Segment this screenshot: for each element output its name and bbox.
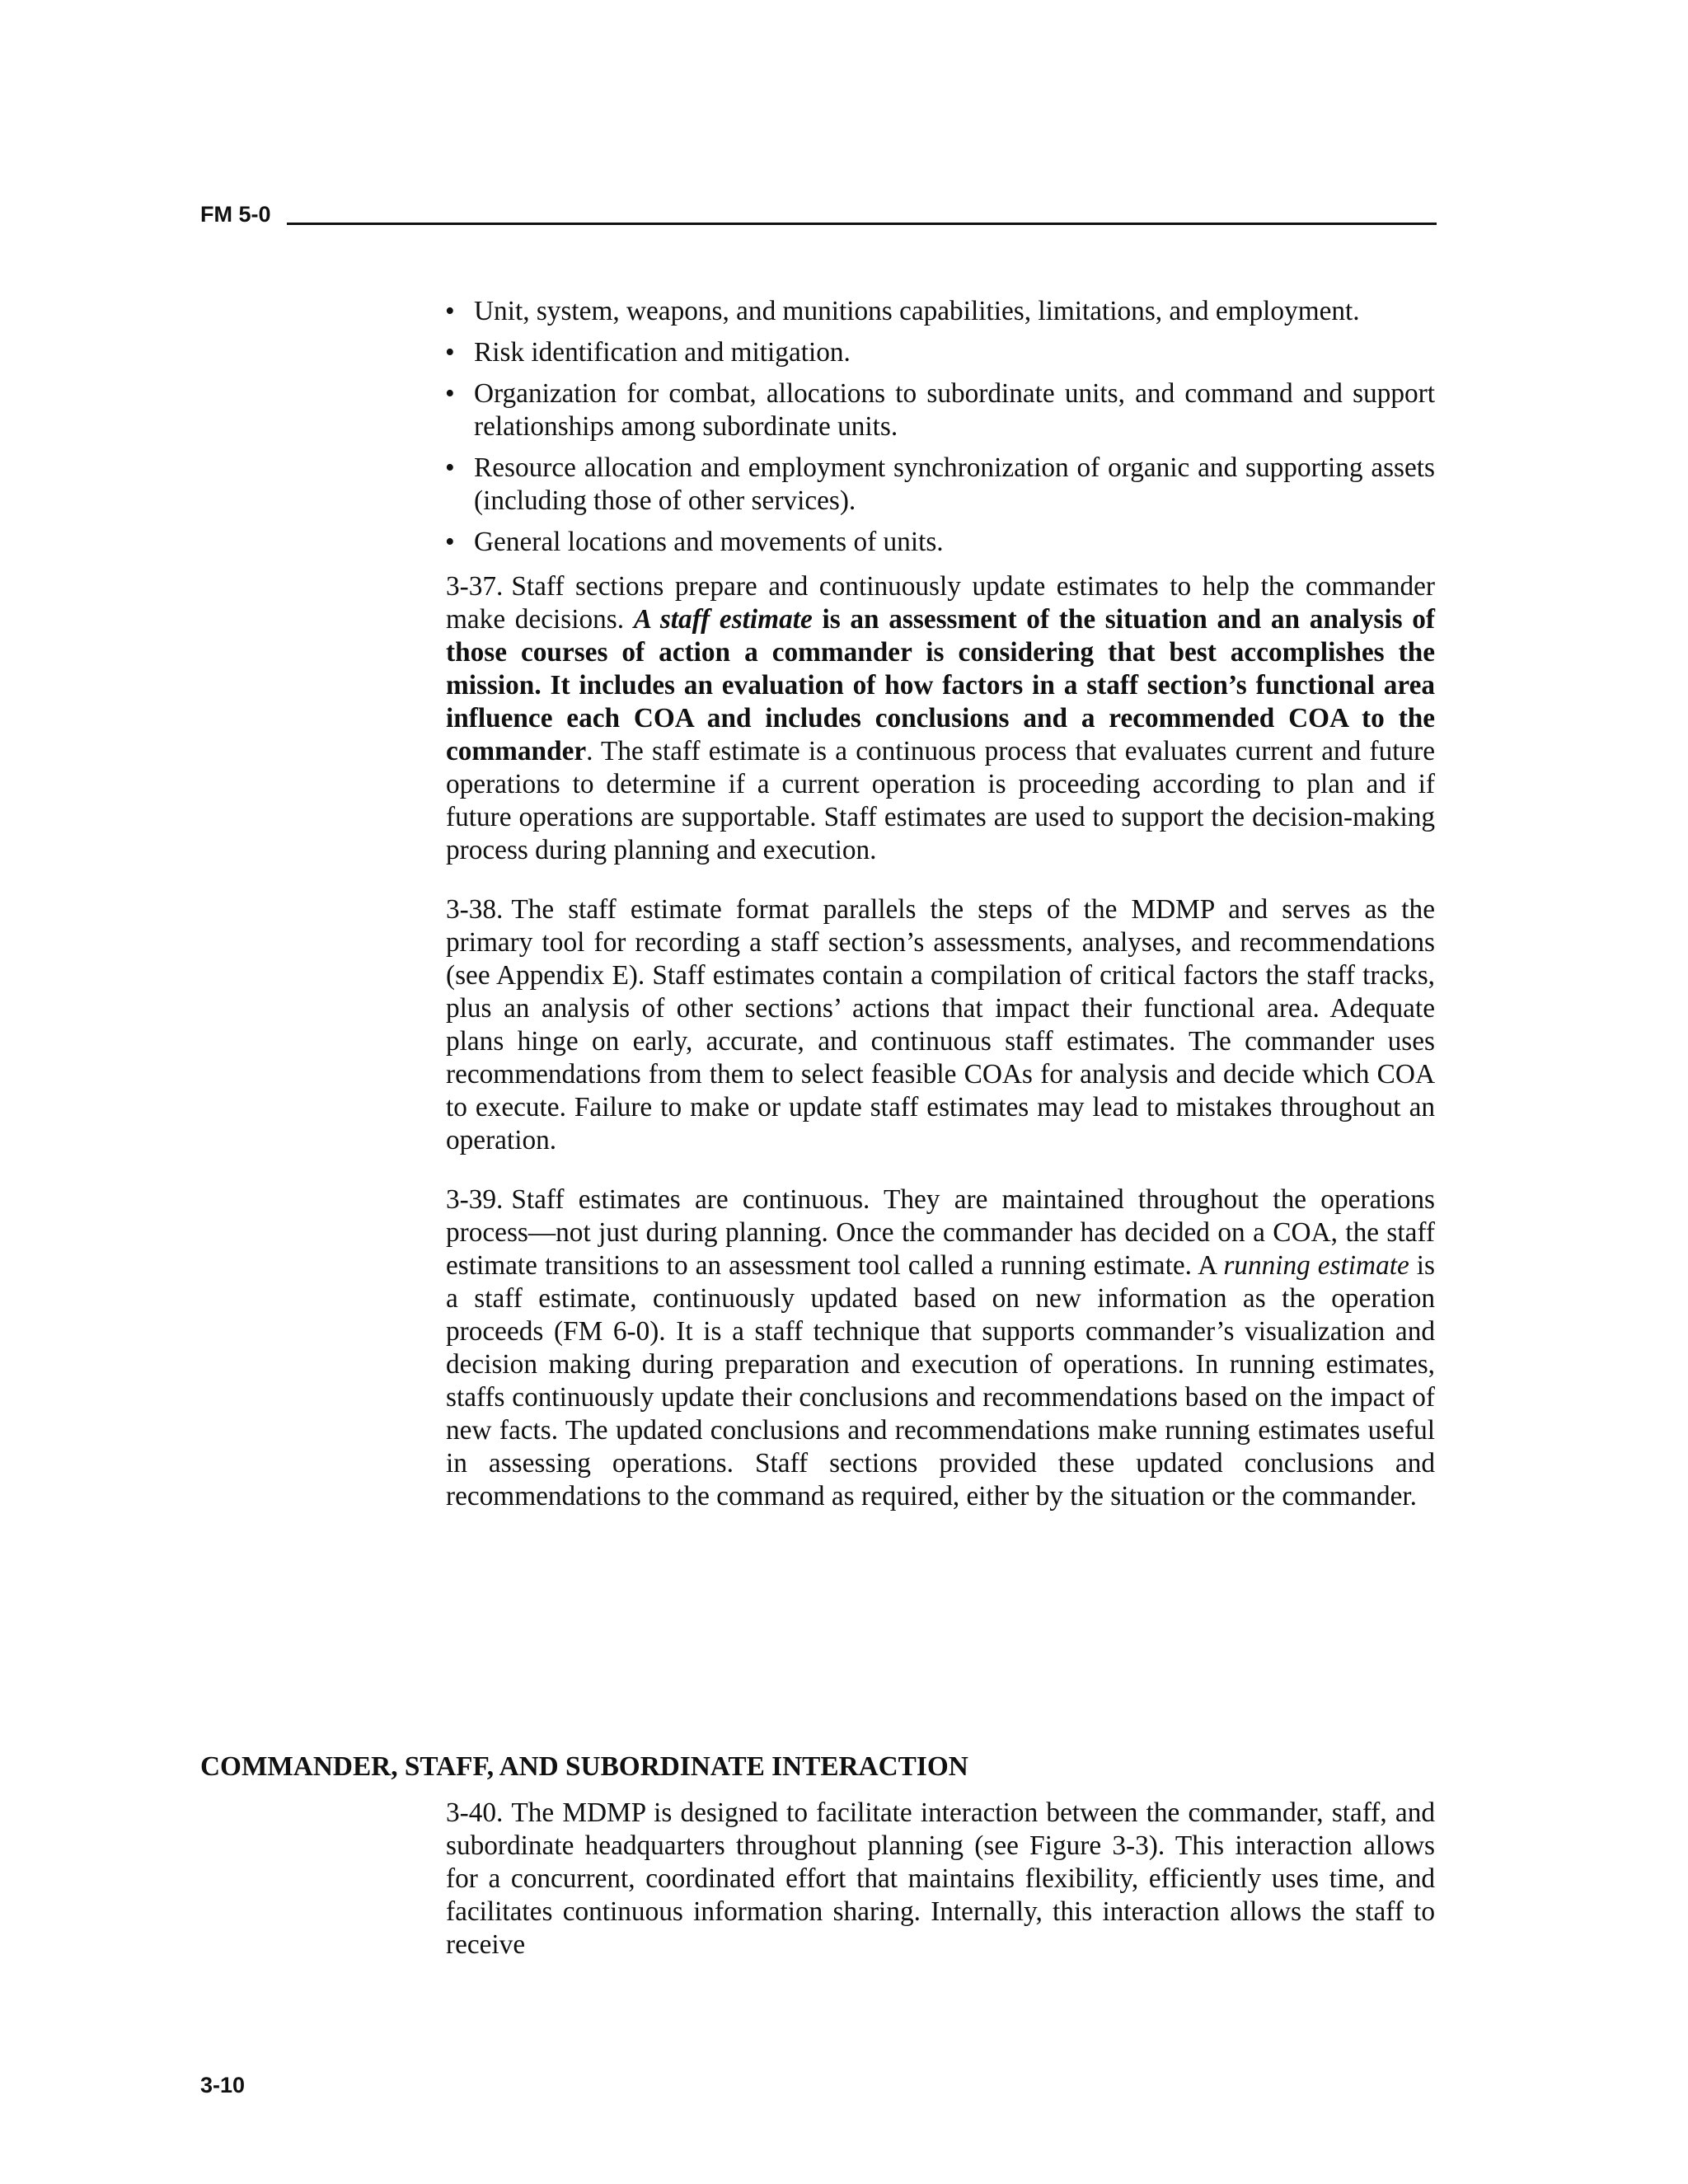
- paragraph-number: 3-37.: [446, 571, 504, 602]
- paragraph-3-39: [446, 1183, 1435, 1513]
- paragraph-3-38: [446, 893, 1435, 1157]
- italic-term: running estimate: [1223, 1250, 1409, 1281]
- header-rule: [287, 223, 1437, 225]
- bullet-list: [446, 295, 1435, 559]
- list-item: [396, 526, 1435, 559]
- paragraph-lead: Staff sections prepare and continuously update estimates to help the commander make decisions.: [446, 571, 1435, 635]
- definition-term: A staff estimate: [633, 604, 813, 635]
- bullet-icon: •: [445, 296, 455, 326]
- main-content: [446, 295, 1435, 1540]
- paragraph-text: The MDMP is designed to facilitate interaction between the commander, staff, and subordinate headquarters throughout planning (see Figure 3-3). This interaction allows for a concurrent, coordinated effort that maintains flexibility, efficiently uses time, and facilitates continuous information sharing. Internally, this interaction allows the staff to receive: [446, 1797, 1435, 1960]
- bullet-icon: •: [445, 337, 455, 368]
- paragraph-3-40: [446, 1797, 1435, 1961]
- running-header: [200, 199, 1437, 229]
- definition-body: is an assessment of the situation and an analysis of those courses of action a commander is considering that best accomplishes the mission. It includes an evaluation of how factors in a staff section’s functional area influence each COA and includes conclusions and a recommended COA to the commander: [446, 604, 1436, 766]
- page-number: 3-10: [200, 2073, 246, 2097]
- list-item-text: Risk identification and mitigation.: [474, 337, 851, 368]
- list-item: [396, 377, 1435, 443]
- list-item: [396, 336, 1435, 369]
- publication-id: FM 5-0: [200, 202, 271, 227]
- paragraph-number: 3-40.: [446, 1797, 504, 1828]
- section-heading: COMMANDER, STAFF, AND SUBORDINATE INTERACTION: [200, 1751, 968, 1782]
- list-item: [396, 452, 1435, 518]
- paragraph-3-37: [446, 570, 1435, 867]
- list-item: [396, 295, 1435, 328]
- bullet-icon: •: [445, 452, 455, 483]
- bullet-icon: •: [445, 378, 455, 409]
- paragraph-text: The staff estimate format parallels the steps of the MDMP and serves as the primary tool for recording a staff section’s assessments, analyses, and recommendations (see Appendix E). Staff estimates contain a compilation of critical factors the staff tracks, plus an analysis of other sections’ actions that impact their functional area. Adequate plans hinge on early, accurate, and continuous staff estimates. The commander uses recommendations from them to select feasible COAs for analysis and decide which COA to execute. Failure to make or update staff estimates may lead to mistakes throughout an operation.: [446, 894, 1435, 1155]
- paragraph-number: 3-39.: [446, 1184, 504, 1215]
- paragraph-rest: . The staff estimate is a continuous process that evaluates current and future operations to determine if a current operation is proceeding according to plan and if future operations are supportable. Staff estimates are used to support the decision-making process during planning and execution.: [446, 736, 1435, 865]
- list-item-text: Organization for combat, allocations to subordinate units, and command and support relationships among subordinate units.: [474, 378, 1435, 442]
- paragraph-text-part-2: is a staff estimate, continuously updated based on new information as the operation proceeds (FM 6-0). It is a staff technique that supports commander’s visualization and decision making during preparation and execution of operations. In running estimates, staffs continuously update their conclusions and recommendations based on the impact of new facts. The updated conclusions and recommendations make running estimates useful in assessing operations. Staff sections provided these updated conclusions and recommendations to the command as required, either by the situation or the commander.: [446, 1250, 1435, 1511]
- list-item-text: Unit, system, weapons, and munitions capabilities, limitations, and employment.: [474, 296, 1360, 326]
- paragraph-number: 3-38.: [446, 894, 504, 925]
- list-item-text: Resource allocation and employment synchronization of organic and supporting assets (including those of other services).: [474, 452, 1435, 516]
- paragraph-text-part-1: Staff estimates are continuous. They are maintained throughout the operations process—not just during planning. Once the commander has decided on a COA, the staff estimate transitions to an assessment tool called a running estimate. A: [446, 1184, 1435, 1281]
- bullet-icon: •: [445, 527, 455, 557]
- list-item-text: General locations and movements of units.: [474, 527, 944, 557]
- section-content: [446, 1797, 1435, 1988]
